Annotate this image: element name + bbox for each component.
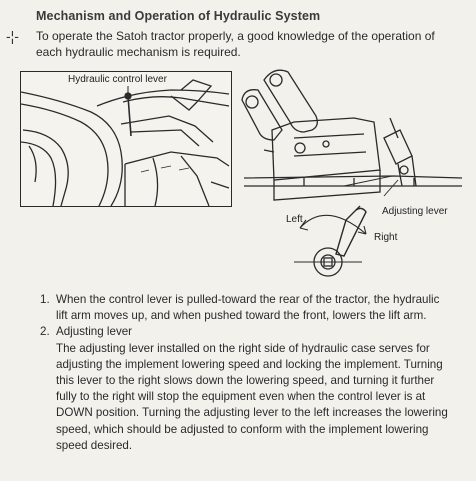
right-direction-label: Right xyxy=(374,232,398,243)
item-text: The adjusting lever installed on the right side of hydraulic case serves for adjusting the implement lowering speed and locking the implement. Turning this lever to the right slows down the lowering speed, and turning it further fully to the right will stop the equipment even when the control lever is at DOWN position. Turning the adjusting lever to the left increases the lowering speed, which should be adjusted to conform with the implement lowering speed desired. xyxy=(56,341,448,452)
hydraulic-case-illustration xyxy=(234,60,470,285)
left-direction-label: Left xyxy=(286,214,303,225)
intro-bullet-icon: -¦- xyxy=(6,28,19,44)
control-lever-label: Hydraulic control lever xyxy=(68,74,167,85)
intro-paragraph: To operate the Satoh tractor properly, a good knowledge of the operation of each hydraulic mechanism is required. xyxy=(36,29,435,59)
instructions-list xyxy=(40,292,450,454)
list-item xyxy=(40,292,450,324)
adjusting-lever-figure xyxy=(234,60,470,285)
item-number: 1. xyxy=(40,293,50,306)
item-number: 2. xyxy=(40,325,50,339)
section-heading: Mechanism and Operation of Hydraulic System xyxy=(36,9,321,23)
control-lever-illustration xyxy=(21,72,231,206)
item-text: When the control lever is pulled-toward the rear of the tractor, the hydraulic lift arm moves up, and when pushed toward the front, lowers the lift arm. xyxy=(56,293,440,323)
item-title: Adjusting lever xyxy=(56,325,133,339)
adjusting-lever-label: Adjusting lever xyxy=(382,206,448,217)
list-item xyxy=(40,324,450,454)
control-lever-figure xyxy=(20,71,232,207)
